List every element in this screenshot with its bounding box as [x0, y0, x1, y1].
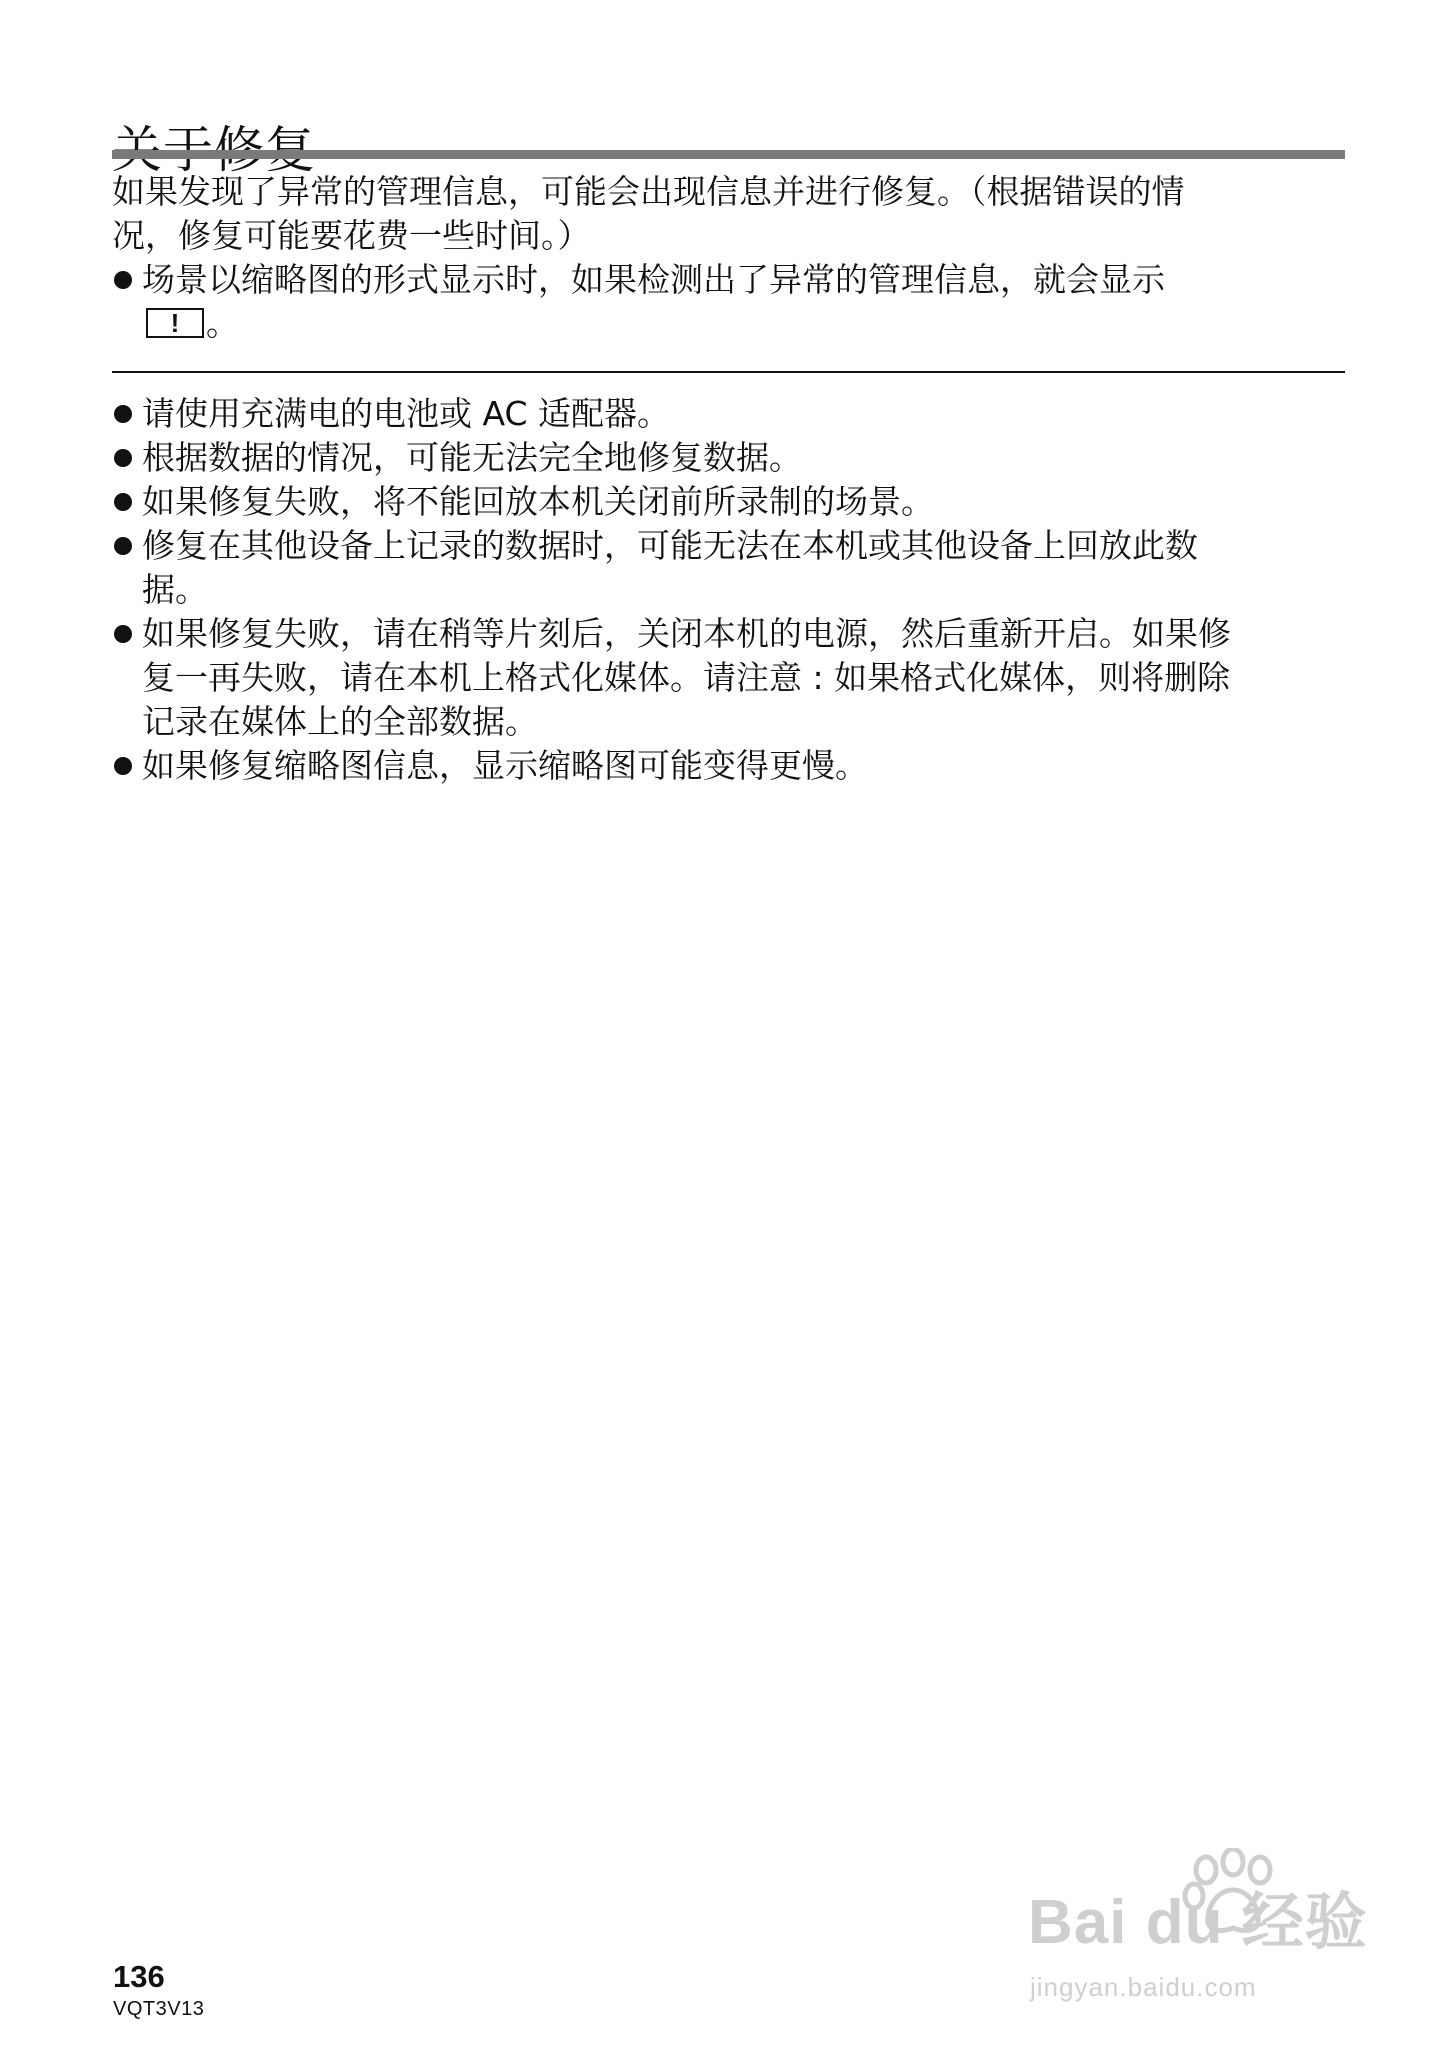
- list-item-text: 请使用充满电的电池或 AC 适配器。: [142, 394, 671, 433]
- list-item: [112, 612, 1345, 744]
- bullet-icon: [114, 757, 132, 775]
- list-item-text: 修复在其他设备上记录的数据时，可能无法在本机或其他设备上回放此数: [142, 526, 1198, 565]
- thumbnail-note-line-1: 场景以缩略图的形式显示时，如果检测出了异常的管理信息，就会显示: [142, 260, 1165, 299]
- warning-icon: !: [146, 308, 204, 338]
- list-item-text: 记录在媒体上的全部数据。: [142, 702, 538, 741]
- page-number: 136: [113, 1959, 165, 1994]
- list-item-text: 如果修复失败，将不能回放本机关闭前所录制的场景。: [142, 482, 934, 521]
- list-item: [112, 744, 1345, 788]
- thumbnail-note: [112, 258, 1345, 346]
- thumbnail-note-line-2: [142, 302, 1345, 346]
- baidu-watermark: [1028, 1848, 1428, 2028]
- bullet-icon: [114, 449, 132, 467]
- bullet-icon: [114, 537, 132, 555]
- list-item-text: 如果修复缩略图信息，显示缩略图可能变得更慢。: [142, 746, 868, 785]
- list-item: [112, 436, 1345, 480]
- notes-list: [112, 392, 1345, 788]
- list-item: [112, 524, 1345, 612]
- list-item: [112, 258, 1345, 346]
- list-item-text: 如果修复失败，请在稍等片刻后，关闭本机的电源，然后重新开启。如果修: [142, 614, 1231, 653]
- list-item-text: 复一再失败，请在本机上格式化媒体。请注意 : 如果格式化媒体，则将删除: [142, 658, 1231, 697]
- list-item-text: 据。: [142, 570, 208, 609]
- intro-paragraph: [112, 170, 1345, 258]
- bullet-icon: [114, 405, 132, 423]
- list-item: [112, 392, 1345, 436]
- bullet-icon: [114, 625, 132, 643]
- thumbnail-note-suffix: 。: [206, 304, 239, 343]
- model-code: VQT3V13: [113, 1998, 205, 2020]
- watermark-url: jingyan.baidu.com: [1030, 1972, 1257, 2002]
- list-item-text: 根据数据的情况，可能无法完全地修复数据。: [142, 438, 802, 477]
- title-divider: [112, 150, 1345, 159]
- watermark-brand: Bai du 经验: [1028, 1888, 1368, 1957]
- intro-line-2: 况，修复可能要花费一些时间。）: [112, 216, 591, 255]
- list-item: [112, 480, 1345, 524]
- bullet-icon: [114, 493, 132, 511]
- section-divider: [112, 371, 1345, 373]
- bullet-icon: [114, 271, 132, 289]
- intro-line-1: 如果发现了异常的管理信息，可能会出现信息并进行修复。（根据错误的情: [112, 172, 1185, 211]
